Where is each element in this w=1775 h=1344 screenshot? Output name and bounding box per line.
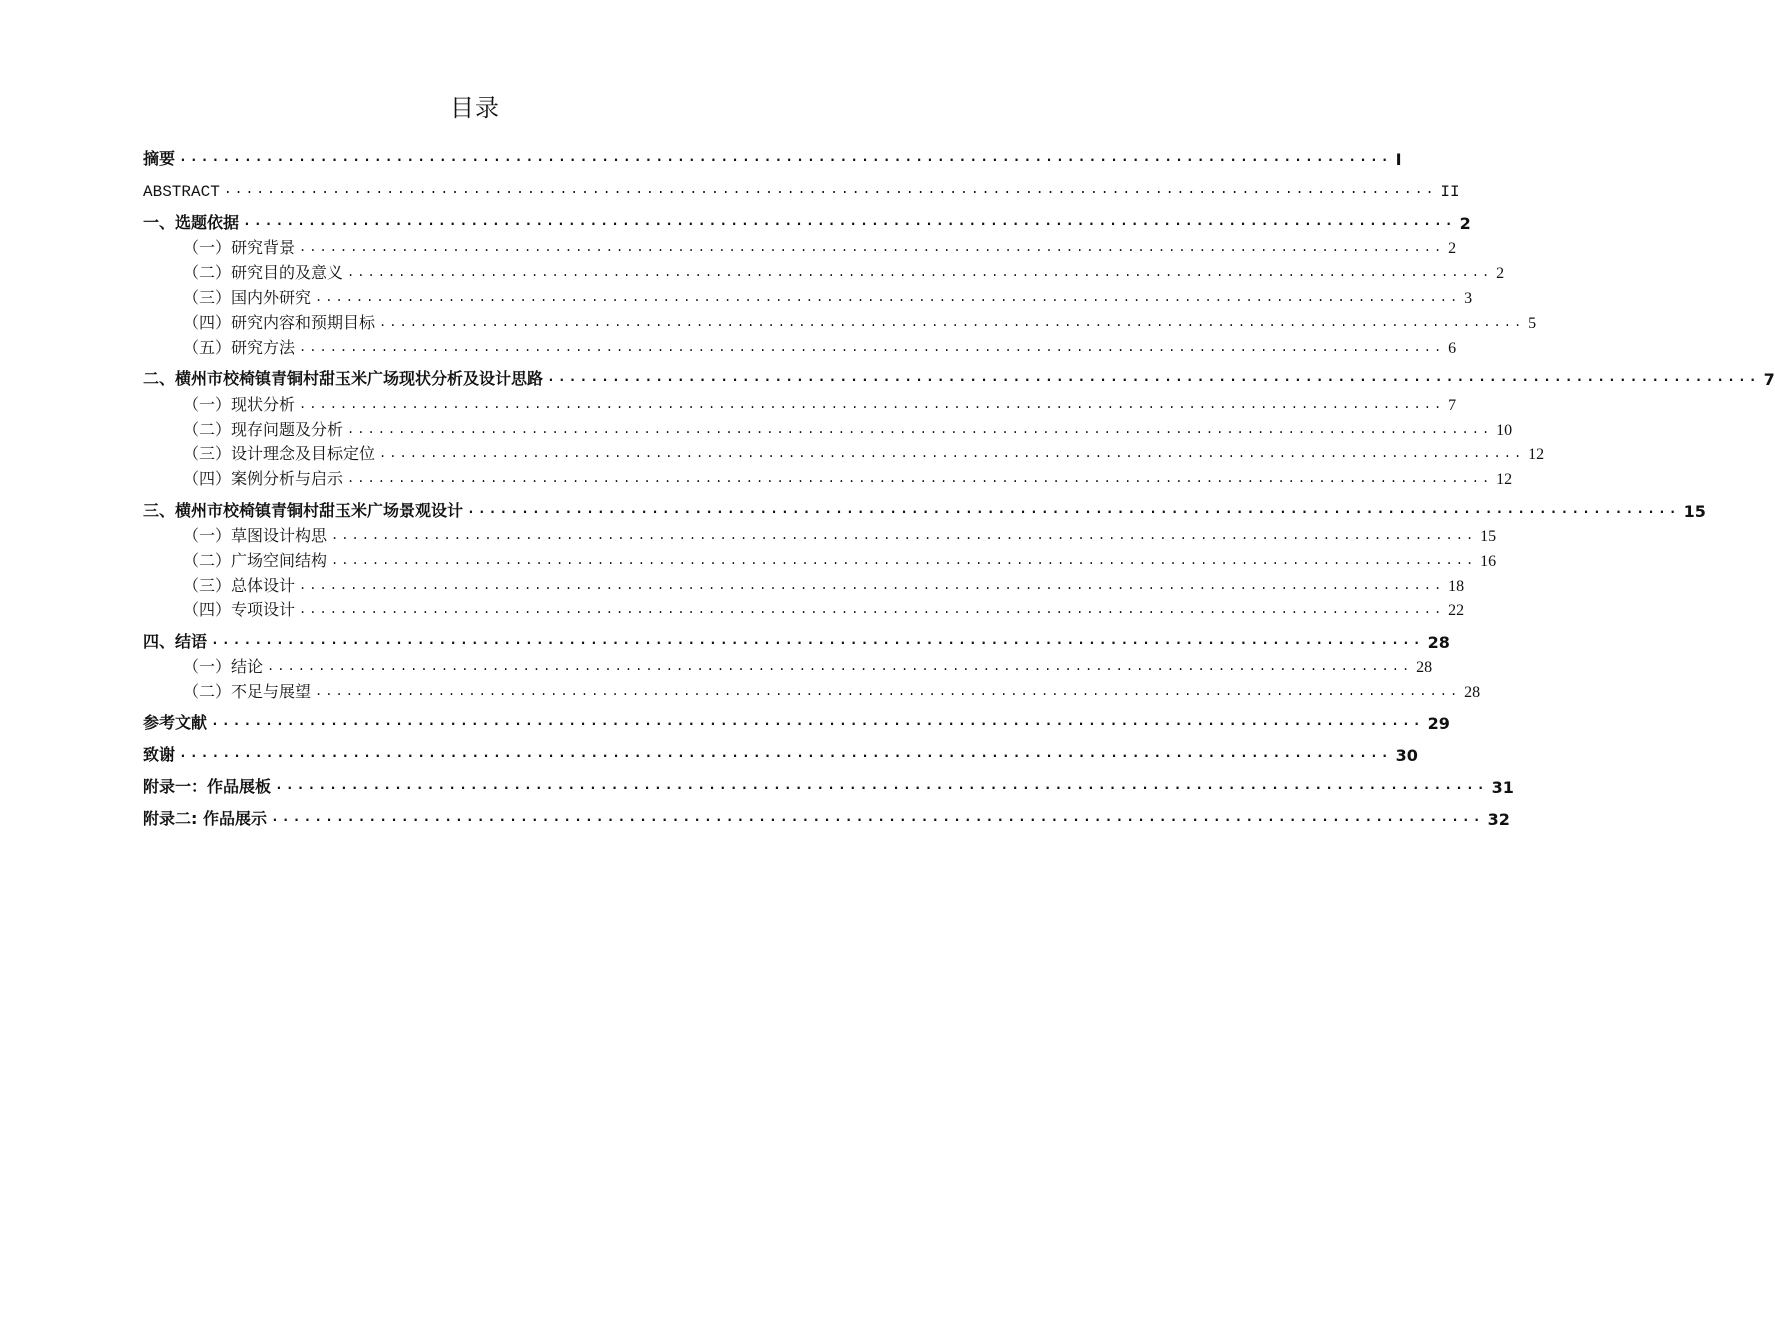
- toc-entry[interactable]: [143, 177, 1460, 201]
- toc-entry-page: 29: [1427, 714, 1450, 733]
- toc-entry-label: （二）现存问题及分析: [183, 420, 344, 439]
- toc-entry-page: 7: [1448, 397, 1457, 414]
- toc-entry-page: II: [1440, 183, 1460, 201]
- toc-entry-page: 2: [1448, 240, 1457, 257]
- toc-entry-page: 16: [1480, 553, 1497, 570]
- dot-leader: ................................................................................................................: [379, 446, 1525, 460]
- toc-entry-label: （三）总体设计: [183, 576, 296, 595]
- toc-entry[interactable]: [143, 522, 1497, 546]
- toc-entry-label: （一）结论: [183, 657, 264, 676]
- toc-entry-page: 15: [1683, 502, 1706, 521]
- toc-entry[interactable]: [143, 653, 1433, 677]
- toc-entry[interactable]: [143, 628, 1450, 652]
- dot-leader: ................................................................................................................: [315, 684, 1461, 698]
- toc-entry-label: （一）现状分析: [183, 395, 296, 414]
- toc-entry-page: 30: [1395, 746, 1418, 765]
- toc-entry-page: 28: [1416, 659, 1433, 676]
- toc-entry[interactable]: [143, 709, 1450, 733]
- dot-leader: ................................................................................................................: [347, 471, 1493, 485]
- toc-entry-label: （二）不足与展望: [183, 682, 312, 701]
- toc-entry-label: （一）草图设计构思: [183, 526, 328, 545]
- toc-entry-label: 二、横州市校椅镇青铜村甜玉米广场现状分析及设计思路: [143, 369, 544, 388]
- toc-entry[interactable]: [143, 805, 1510, 829]
- toc-entry[interactable]: [143, 391, 1457, 415]
- dot-leader: ................................................................................................................: [347, 422, 1493, 436]
- dot-leader: ................................................................................................................: [331, 528, 1477, 542]
- dot-leader: ................................................................................................................: [243, 214, 1456, 229]
- toc-entry-label: ABSTRACT: [143, 183, 220, 201]
- toc-entry-label: 参考文献: [143, 713, 208, 732]
- toc-entry[interactable]: [143, 209, 1471, 233]
- dot-leader: ................................................................................................................: [315, 290, 1461, 304]
- toc-entry-label: （三）国内外研究: [183, 288, 312, 307]
- toc-entry-page: 6: [1448, 340, 1457, 357]
- dot-leader: ................................................................................................................: [299, 340, 1445, 354]
- dot-leader: ................................................................................................................: [547, 370, 1760, 385]
- dot-leader: ................................................................................................................: [331, 553, 1477, 567]
- toc-entry-label: 一、选题依据: [143, 213, 240, 232]
- toc-entry-page: 5: [1528, 315, 1537, 332]
- toc-entry-label: 三、横州市校椅镇青铜村甜玉米广场景观设计: [143, 501, 464, 520]
- toc-entry-label: （四）专项设计: [183, 600, 296, 619]
- toc-entry-page: 12: [1496, 471, 1513, 488]
- toc-entry-label: 四、结语: [143, 632, 208, 651]
- toc-entry-page: 22: [1448, 602, 1465, 619]
- toc-entry-label: （三）设计理念及目标定位: [183, 444, 376, 463]
- toc-entry[interactable]: [143, 572, 1465, 596]
- toc-entry-page: 12: [1528, 446, 1545, 463]
- toc-entry[interactable]: [143, 596, 1465, 620]
- toc-entry-page: 18: [1448, 578, 1465, 595]
- toc-entry-label: 附录二: 作品展示: [143, 809, 267, 828]
- dot-leader: ................................................................................................................: [299, 240, 1445, 254]
- toc-entry[interactable]: [143, 365, 1775, 389]
- dot-leader: ................................................................................................................: [379, 315, 1525, 329]
- toc-entry[interactable]: [143, 773, 1514, 797]
- toc-entry-page: 10: [1496, 422, 1513, 439]
- dot-leader: ................................................................................................................: [211, 714, 1424, 729]
- toc-entry-page: 32: [1487, 810, 1510, 829]
- dot-leader: ................................................................................................................: [270, 810, 1484, 825]
- toc-entry-page: 15: [1480, 528, 1497, 545]
- toc-entry[interactable]: [143, 259, 1505, 283]
- toc-entry-page: I: [1395, 150, 1402, 169]
- dot-leader: ................................................................................................................: [211, 633, 1424, 648]
- toc-entry-page: 2: [1459, 214, 1471, 233]
- dot-leader: ................................................................................................................: [267, 659, 1413, 673]
- toc-entry-label: （五）研究方法: [183, 338, 296, 357]
- toc-entry[interactable]: [143, 741, 1418, 765]
- dot-leader: ................................................................................................................: [299, 578, 1445, 592]
- toc-entry-label: 摘要: [143, 149, 176, 168]
- toc-entry[interactable]: [143, 334, 1457, 358]
- toc-entry-label: （四）案例分析与启示: [183, 469, 344, 488]
- dot-leader: ................................................................................................................: [275, 778, 1488, 793]
- dot-leader: ................................................................................................................: [299, 602, 1445, 616]
- dot-leader: ................................................................................................................: [347, 265, 1493, 279]
- toc-entry-page: 31: [1491, 778, 1514, 797]
- toc-entry-label: （二）广场空间结构: [183, 551, 328, 570]
- toc-entry-page: 28: [1464, 684, 1481, 701]
- toc-entry[interactable]: [143, 465, 1513, 489]
- toc-entry-page: 7: [1763, 370, 1775, 389]
- toc-entry-page: 3: [1464, 290, 1473, 307]
- toc-entry[interactable]: [143, 547, 1497, 571]
- dot-leader: ................................................................................................................: [179, 150, 1392, 165]
- toc-entry-label: （一）研究背景: [183, 238, 296, 257]
- toc-entry-label: （二）研究目的及意义: [183, 263, 344, 282]
- toc-entry[interactable]: [143, 440, 1545, 464]
- toc-entry-label: （四）研究内容和预期目标: [183, 313, 376, 332]
- toc-entry[interactable]: [143, 497, 1706, 521]
- dot-leader: ................................................................................................................: [223, 182, 1437, 197]
- toc-entry[interactable]: [143, 416, 1513, 440]
- page-title: 目录: [450, 94, 500, 122]
- toc-entry[interactable]: [143, 309, 1537, 333]
- toc-entry-page: 2: [1496, 265, 1505, 282]
- toc-entry[interactable]: [143, 284, 1473, 308]
- toc-entry-label: 附录一：作品展板: [143, 777, 272, 796]
- toc-entry[interactable]: [143, 234, 1457, 258]
- dot-leader: ................................................................................................................: [299, 397, 1445, 411]
- dot-leader: ................................................................................................................: [179, 746, 1392, 761]
- toc-entry[interactable]: [143, 678, 1481, 702]
- toc-entry[interactable]: [143, 145, 1402, 169]
- dot-leader: ................................................................................................................: [467, 502, 1680, 517]
- toc-entry-page: 28: [1427, 633, 1450, 652]
- toc-entry-label: 致谢: [143, 745, 176, 764]
